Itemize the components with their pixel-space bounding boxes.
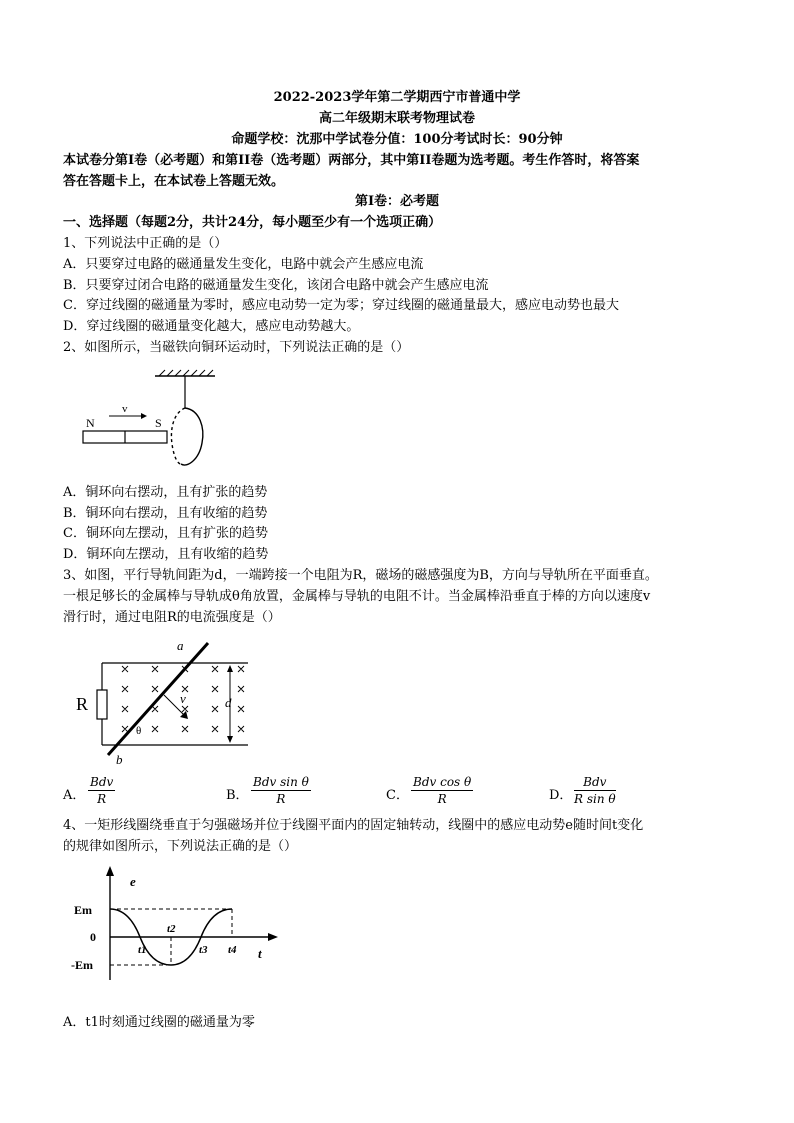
resistor-label: R	[76, 694, 89, 714]
rod-end-a: a	[177, 638, 184, 653]
q3-option-b-formula: Bdv sin θ R	[253, 775, 309, 806]
q2-option-b: B．铜环向右摆动，且有收缩的趋势	[63, 506, 268, 521]
t-axis-label: t	[258, 946, 262, 961]
q3-stem-1: 3、如图，平行导轨间距为d，一端跨接一个电阻为R，磁场的磁感强度为B，方向与导轨所在平面垂直。	[63, 568, 658, 583]
exam-school-line: 2022-2023学年第二学期西宁市普通中学	[273, 90, 521, 105]
q3-option-a-formula: Bdv R	[90, 775, 114, 806]
rod-end-b: b	[116, 752, 123, 767]
rod-velocity-label: v	[180, 691, 186, 706]
velocity-label: v	[122, 403, 128, 415]
angle-theta-label: θ	[136, 725, 142, 737]
q4-emf-graph	[68, 862, 288, 1002]
magnet-n-label: N	[86, 416, 95, 430]
q3-option-d-label: D．	[549, 788, 573, 803]
q2-option-d: D．铜环向左摆动，且有收缩的趋势	[63, 547, 269, 562]
q3-stem-2: 一根足够长的金属棒与导轨成θ角放置，金属棒与导轨的电阻不计。当金属棒沿垂直于棒的方向以速度v	[63, 589, 651, 604]
q3-rail-figure	[70, 635, 260, 770]
q1-option-a: A．只要穿过电路的磁通量发生变化，电路中就会产生感应电流	[63, 257, 424, 272]
q3-option-c-label: C．	[386, 788, 409, 803]
part-title: 一、选择题（每题2分，共计24分，每小题至少有一个选项正确）	[63, 215, 442, 230]
q1-option-b: B．只要穿过闭合电路的磁通量发生变化，该闭合电路中就会产生感应电流	[63, 278, 489, 293]
q4-stem-2: 的规律如图所示，下列说法正确的是（）	[63, 839, 298, 854]
e-axis-label: e	[130, 874, 136, 889]
q1-option-c: C．穿过线圈的磁通量为零时，感应电动势一定为零；穿过线圈的磁通量最大，感应电动势也最大	[63, 298, 619, 313]
q1-stem: 1、下列说法中正确的是（）	[63, 236, 228, 251]
rail-gap-label: d	[225, 695, 232, 710]
exam-meta: 命题学校：沈那中学试卷分值：100分考试时长：90分钟	[231, 132, 563, 147]
exam-title: 高二年级期末联考物理试卷	[318, 111, 475, 126]
q4-option-a: A．t1时刻通过线圈的磁通量为零	[63, 1015, 255, 1030]
q2-option-c: C．铜环向左摆动，且有扩张的趋势	[63, 526, 268, 541]
section-title: 第I卷：必考题	[354, 194, 440, 209]
t1-label: t1	[138, 944, 147, 956]
em-label: Em	[74, 903, 92, 917]
t4-label: t4	[228, 944, 237, 956]
q1-option-d: D．穿过线圈的磁通量变化越大，感应电动势越大。	[63, 319, 360, 334]
q3-stem-3: 滑行时，通过电阻R的电流强度是（）	[63, 610, 281, 625]
zero-label: 0	[90, 930, 96, 944]
t2-label: t2	[167, 923, 176, 935]
q3-option-a-label: A．	[63, 788, 86, 803]
intro-line-2: 答在答题卡上，在本试卷上答题无效。	[63, 174, 285, 189]
intro-line-1: 本试卷分第I卷（必考题）和第II卷（选考题）两部分，其中第II卷题为选考题。考生作答时，将答案	[63, 153, 640, 168]
q3-option-c-formula: Bdv cos θ R	[413, 775, 472, 806]
q2-stem: 2、如图所示，当磁铁向铜环运动时，下列说法正确的是（）	[63, 340, 410, 355]
q3-option-b-label: B．	[226, 788, 249, 803]
q3-option-d-formula: Bdv R sin θ	[574, 775, 616, 806]
q2-option-a: A．铜环向右摆动，且有扩张的趋势	[63, 485, 268, 500]
q2-magnet-ring-figure	[75, 368, 225, 473]
neg-em-label: -Em	[71, 958, 93, 972]
q4-stem-1: 4、一矩形线圈绕垂直于匀强磁场并位于线圈平面内的固定轴转动，线圈中的感应电动势e随时间t变化	[63, 818, 644, 833]
magnet-s-label: S	[155, 416, 162, 430]
t3-label: t3	[199, 944, 208, 956]
